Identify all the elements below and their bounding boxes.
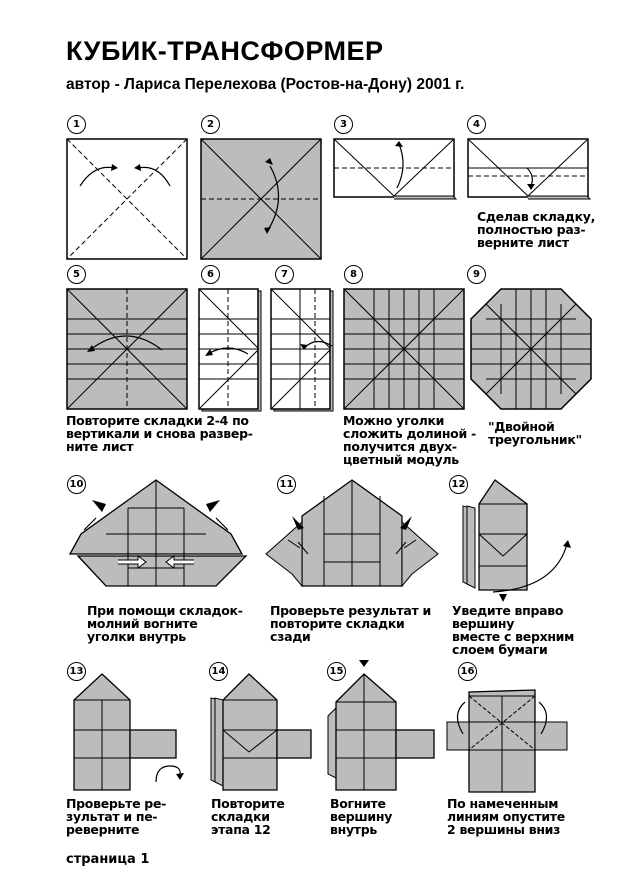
step-4-diagram [467,138,591,202]
step-7-diagram [270,288,336,412]
step-4-caption: Сделав складку, полностью раз- верните лист [477,209,596,250]
turn-over-icon [152,760,188,786]
step-2-diagram [200,138,322,260]
step-number: 13 [67,662,86,681]
page-number: страница 1 [66,852,150,867]
step-13-caption: Проверьте ре- зультат и пе- реверните [66,796,167,837]
step-16-diagram [445,684,575,794]
step-number: 6 [201,265,220,284]
step-11-diagram [262,478,442,590]
step-6-diagram [198,288,264,412]
step-number: 1 [67,115,86,134]
step-14-caption: Повторите складки этапа 12 [211,796,285,837]
step-15-caption: Вогните вершину внутрь [330,796,393,837]
step-9-caption: "Двойной треугольник" [488,419,582,447]
step-number: 2 [201,115,220,134]
step-15-diagram [326,658,438,794]
step-12-diagram [455,478,585,598]
step-3-diagram [333,138,457,200]
step-number: 5 [67,265,86,284]
step-number: 15 [327,662,346,681]
step-number: 9 [467,265,486,284]
step-number: 7 [275,265,294,284]
step-8-caption: Можно уголки сложить долиной - получится двух- цветный модуль [343,413,476,467]
step-number: 14 [209,662,228,681]
step-number: 16 [458,662,477,681]
step-10-diagram [66,478,256,590]
step-number: 10 [67,475,86,494]
step-number: 8 [344,265,363,284]
step-9-diagram [470,288,592,410]
author-line: автор - Лариса Перелехова (Ростов-на-Дону) 2001 г. [66,76,465,93]
step-number: 11 [277,475,296,494]
step-5-7-caption: Повторите складки 2-4 по вертикали и снова развер- ните лист [66,413,253,454]
step-number: 4 [467,115,486,134]
step-1-diagram [66,138,188,260]
step-number: 3 [334,115,353,134]
step-5-diagram [66,288,188,410]
page-title: КУБИК-ТРАНСФОРМЕР [66,36,384,66]
step-12-caption: Уведите вправо вершину вместе с верхним слоем бумаги [452,603,575,657]
step-10-caption: При помощи складок- молний вогните уголки внутрь [87,603,243,644]
step-11-caption: Проверьте результат и повторите складки сзади [270,603,431,644]
step-8-diagram [343,288,465,410]
step-number: 12 [449,475,468,494]
step-16-caption: По намеченным линиям опустите 2 вершины вниз [447,796,565,837]
step-14-diagram [205,672,315,792]
